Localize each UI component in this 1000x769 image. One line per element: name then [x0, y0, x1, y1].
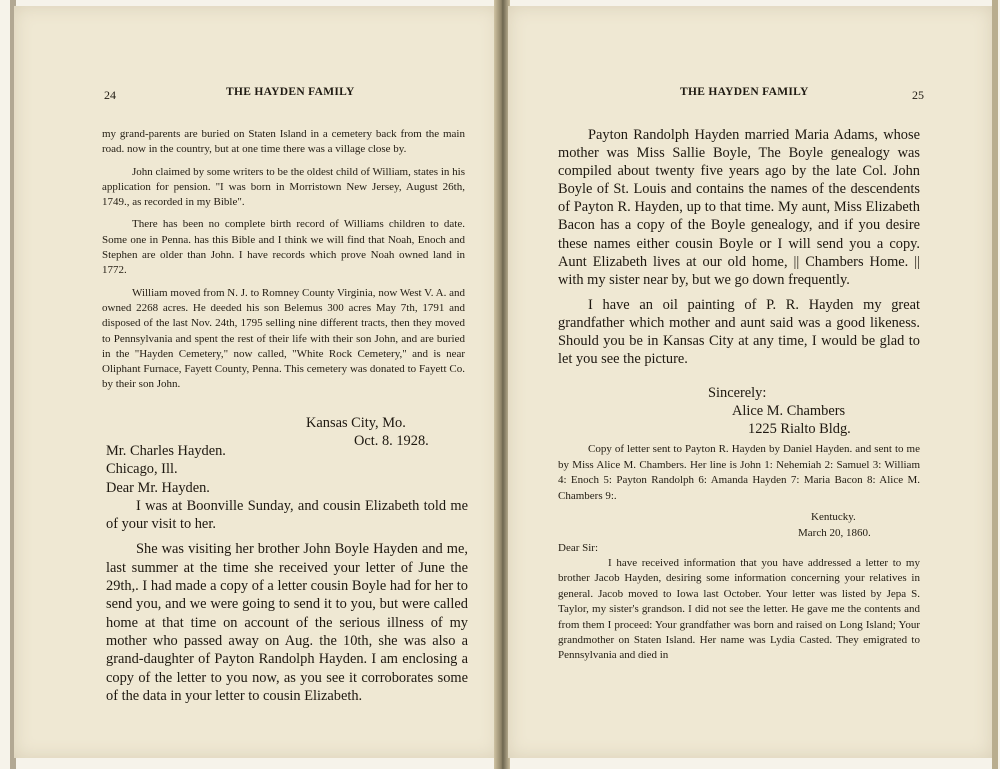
left-page	[14, 6, 499, 758]
salutation: Dear Mr. Hayden.	[106, 479, 210, 496]
right-letter-continued	[558, 126, 920, 368]
copy-note: Copy of letter sent to Payton R. Hayden by Daniel Hayden. and sent to me by Miss Alice M. Chambers. Her line is John 1: Nehemiah 2: Samuel 3: William 4: Enoch 5: Payton Randolph 6: Amanda Hayden 7: Maria Bacon 8: Alice M. Chambers 9:.	[558, 443, 920, 502]
right-page-number: 25	[912, 88, 924, 102]
right-page	[508, 6, 992, 758]
letter2-paragraph: I have received information that you have addressed a letter to my brother Jacob Hayden, desiring some information concerning your relatives in general. Jacob moved to Iowa last October. Your letter was listed by Jepa S. Taylor, my sister's grandson. I did not see the letter. He gave me the contents and from them I proceed: Your grandfather was born and raised on Long Island; Your grandmother on Staten Island. Her name was Lydia Casted. They emigrated to Pennsylvania and died in	[558, 557, 920, 662]
left-paragraph-4: William moved from N. J. to Romney County Virginia, now West V. A. and owned 2268 acres. He deeded his son Belemus 300 acres May 7th, 1791 and disposed of the last Nov. 24th, 1795 selling nine different tracts, then they moved to Pennsylvania and spent the rest of their life with their son John, and are buried in the "Hayden Cemetery," now called, "White Rock Cemetery," and is near Oliphant Furnace, Fayett County, Penna. This cemetery was donated to Fayett Co. by their son John.	[102, 286, 465, 391]
left-running-header: THE HAYDEN FAMILY	[226, 86, 355, 98]
letter-paragraph-1: I was at Boonville Sunday, and cousin Elizabeth told me of your visit to her.	[106, 497, 468, 533]
closing: Sincerely:	[708, 385, 767, 401]
letter2-place: Kentucky.	[811, 511, 856, 523]
left-paragraph-1: my grand-parents are buried on Staten Island in a cemetery back from the main road. now in the country, but at one time there was a village close by.	[102, 128, 465, 156]
letter2-date: March 20, 1860.	[798, 527, 871, 539]
signer-address: 1225 Rialto Bldg.	[748, 421, 851, 437]
copy-note-block	[558, 442, 920, 504]
left-top-text	[102, 127, 465, 393]
addressee-name: Mr. Charles Hayden.	[106, 443, 226, 459]
right-paragraph-1: Payton Randolph Hayden married Maria Adams, whose mother was Miss Sallie Boyle, The Boyle genealogy was compiled about twenty five years ago by the late Col. John Boyle of St. Louis and contains the names of the descendents of Payton R. Hayden, up to that time. My aunt, Miss Elizabeth Bacon has a copy of the Boyle genealogy, and if you desire these names either cousin Boyle or I will send you a copy. Aunt Elizabeth lives at our old home, || Chambers Home. || with my sister near by, but we go down frequently.	[558, 127, 920, 288]
letter2-body	[558, 556, 920, 664]
right-running-header: THE HAYDEN FAMILY	[680, 86, 809, 98]
letter2-salutation: Dear Sir:	[558, 542, 599, 554]
addressee-city: Chicago, Ill.	[106, 461, 178, 478]
right-paragraph-2: I have an oil painting of P. R. Hayden my great grandfather which mother and aunt said was a good likeness. Should you be in Kansas City at any time, I would be glad to let you see the picture.	[558, 296, 920, 368]
left-letter-body	[106, 442, 468, 705]
letter-paragraph-2: She was visiting her brother John Boyle Hayden and me, last summer at the time she received your letter of June the 29th,. I had made a copy of a letter cousin Boyle had for her to send you, and we were going to send it to you, but were called home at that time on account of the serious illness of my mother who passed away on Aug. the 10th, she was also a grand-daughter of Payton Randolph Hayden. I am enclosing a copy of the letter to you now, as you see it corroborates some of the data in your letter to cousin Elizabeth.	[106, 541, 468, 704]
letter-place: Kansas City, Mo.	[306, 415, 406, 431]
left-page-number: 24	[104, 88, 116, 102]
left-paragraph-3: There has been no complete birth record of Williams children to date. Some one in Penna. has this Bible and I think we will find that Noah, Enoch and Stephen are older than John. I have records which prove Noah owned land in 1772.	[102, 218, 465, 277]
right-cover-edge	[992, 0, 998, 769]
left-paragraph-2: John claimed by some writers to be the oldest child of William, states in his application for pension. "I was born in Morristown New Jersey, August 26th, 1749., as recorded in my Bible".	[102, 165, 465, 209]
signer-name: Alice M. Chambers	[732, 403, 846, 419]
letter-date: Oct. 8. 1928.	[354, 433, 429, 449]
